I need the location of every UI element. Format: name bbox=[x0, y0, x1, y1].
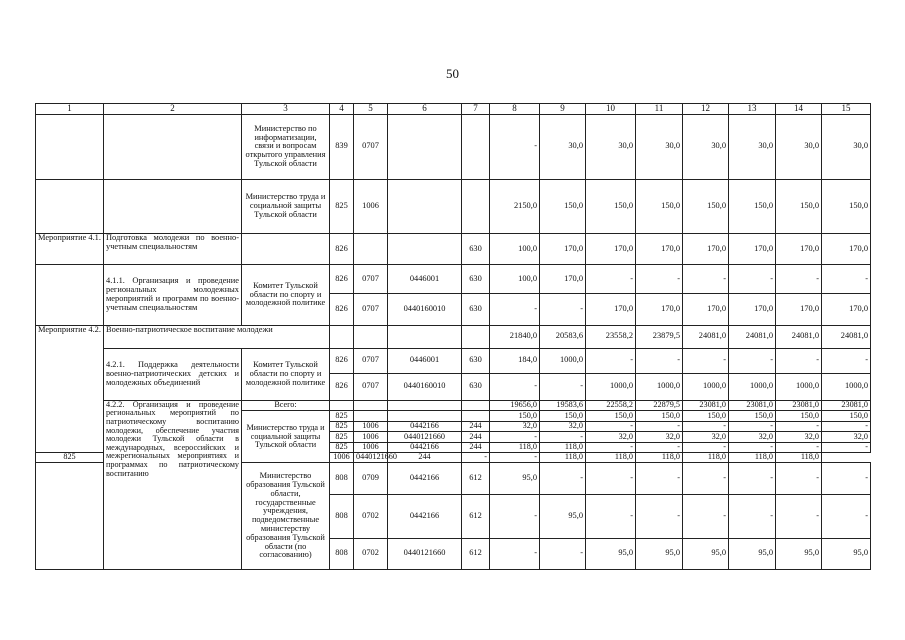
table-cell: 630 bbox=[462, 265, 490, 294]
table-cell: - bbox=[636, 463, 683, 494]
table-cell: 0442166 bbox=[388, 463, 462, 494]
table-cell: 826 bbox=[330, 348, 354, 373]
table-cell: - bbox=[729, 348, 776, 373]
table-cell: 825 bbox=[36, 453, 104, 463]
table-cell: 100,0 bbox=[490, 265, 540, 294]
table-cell: - bbox=[462, 453, 490, 463]
table-cell: 23558,2 bbox=[586, 325, 636, 348]
table-cell: - bbox=[490, 432, 540, 442]
table-row bbox=[36, 114, 871, 179]
table-cell: 244 bbox=[462, 421, 490, 431]
table-cell: - bbox=[586, 463, 636, 494]
column-header: 1 bbox=[36, 104, 104, 115]
table-cell: 0440121660 bbox=[354, 453, 388, 463]
table-cell: 244 bbox=[462, 432, 490, 442]
table-cell: 30,0 bbox=[776, 114, 822, 179]
activity-label: Мероприятие 4.2. bbox=[36, 325, 104, 452]
table-cell: - bbox=[729, 494, 776, 538]
table-cell: 825 bbox=[330, 411, 354, 421]
department-cell: Министерство труда и социальной защиты Тульской области bbox=[242, 179, 330, 233]
table-cell: 30,0 bbox=[540, 114, 586, 179]
column-header: 11 bbox=[636, 104, 683, 115]
table-cell: 170,0 bbox=[776, 294, 822, 325]
column-header: 2 bbox=[104, 104, 242, 115]
table-cell: 826 bbox=[330, 233, 354, 264]
table-cell: 22879,5 bbox=[636, 400, 683, 410]
activity-row bbox=[36, 325, 871, 348]
table-cell: 95,0 bbox=[540, 494, 586, 538]
table-cell: - bbox=[586, 442, 636, 452]
table-cell: 1006 bbox=[330, 453, 354, 463]
column-header: 15 bbox=[822, 104, 871, 115]
table-cell: - bbox=[776, 348, 822, 373]
table-cell: 0707 bbox=[354, 373, 388, 400]
subactivity-name: 4.2.2. Организация и проведение региональных мероприятий по патриотическому воспитанию молодежи, обеспечение участия молодежи Тульской области в международных, всероссийских и межрегиональных мероприятиях и программах по патриотическому воспитанию bbox=[104, 400, 242, 569]
table-cell: - bbox=[822, 421, 871, 431]
table-cell bbox=[354, 233, 388, 264]
column-header: 8 bbox=[490, 104, 540, 115]
total-label: Всего: bbox=[242, 400, 330, 410]
table-cell: 24081,0 bbox=[683, 325, 729, 348]
table-cell: 825 bbox=[330, 421, 354, 431]
table-cell: 170,0 bbox=[586, 233, 636, 264]
table-cell: - bbox=[490, 453, 540, 463]
subactivity-name: 4.2.1. Поддержка деятельности военно-патриотических детских и молодежных объединений bbox=[104, 348, 242, 400]
table-cell bbox=[36, 179, 104, 233]
table-cell: 0442166 bbox=[388, 421, 462, 431]
table-cell: - bbox=[776, 442, 822, 452]
table-cell: - bbox=[822, 265, 871, 294]
table-cell bbox=[462, 400, 490, 410]
table-row bbox=[36, 265, 871, 294]
table-cell: 150,0 bbox=[636, 411, 683, 421]
table-cell: - bbox=[540, 463, 586, 494]
table-cell bbox=[388, 411, 462, 421]
column-header: 7 bbox=[462, 104, 490, 115]
table-cell: 0440121660 bbox=[388, 432, 462, 442]
department-cell: Министерство труда и социальной защиты Тульской области bbox=[242, 411, 330, 463]
table-cell: - bbox=[540, 373, 586, 400]
table-cell: - bbox=[636, 494, 683, 538]
table-cell: 170,0 bbox=[636, 233, 683, 264]
column-header: 10 bbox=[586, 104, 636, 115]
table-cell: 612 bbox=[462, 463, 490, 494]
table-cell bbox=[330, 400, 354, 410]
activity-name: Подготовка молодежи по военно-учетным специальностям bbox=[104, 233, 242, 264]
table-cell: 170,0 bbox=[586, 294, 636, 325]
table-cell: 150,0 bbox=[490, 411, 540, 421]
table-cell: 150,0 bbox=[776, 411, 822, 421]
table-cell: - bbox=[683, 421, 729, 431]
table-cell: 30,0 bbox=[636, 114, 683, 179]
table-cell: 23081,0 bbox=[729, 400, 776, 410]
table-cell: 825 bbox=[330, 442, 354, 452]
page-number: 50 bbox=[446, 66, 459, 81]
table-cell: 19583,6 bbox=[540, 400, 586, 410]
table-cell: 22558,2 bbox=[586, 400, 636, 410]
table-cell: - bbox=[636, 265, 683, 294]
table-cell: - bbox=[540, 538, 586, 569]
table-cell: 1006 bbox=[354, 179, 388, 233]
column-header: 12 bbox=[683, 104, 729, 115]
table-cell: 118,0 bbox=[540, 442, 586, 452]
table-cell: 1000,0 bbox=[586, 373, 636, 400]
table-cell: 95,0 bbox=[636, 538, 683, 569]
table-cell: 1000,0 bbox=[540, 348, 586, 373]
table-cell: 170,0 bbox=[776, 233, 822, 264]
table-cell: 1006 bbox=[354, 421, 388, 431]
table-cell: - bbox=[586, 421, 636, 431]
table-cell: 1000,0 bbox=[822, 373, 871, 400]
table-cell bbox=[388, 400, 462, 410]
table-cell: 0707 bbox=[354, 294, 388, 325]
table-cell: 808 bbox=[330, 494, 354, 538]
column-header: 13 bbox=[729, 104, 776, 115]
table-cell bbox=[388, 179, 462, 233]
activity-label: Мероприятие 4.1. bbox=[36, 233, 104, 264]
table-cell bbox=[36, 463, 104, 570]
column-header: 14 bbox=[776, 104, 822, 115]
table-cell: 0442166 bbox=[388, 442, 462, 452]
table-cell: 30,0 bbox=[729, 114, 776, 179]
table-cell: 630 bbox=[462, 233, 490, 264]
table-cell bbox=[388, 233, 462, 264]
table-cell bbox=[36, 114, 104, 179]
table-cell bbox=[354, 400, 388, 410]
table-cell: 244 bbox=[388, 453, 462, 463]
table-cell: 30,0 bbox=[586, 114, 636, 179]
table-cell: 118,0 bbox=[540, 453, 586, 463]
table-cell: 32,0 bbox=[490, 421, 540, 431]
table-cell: 0440160010 bbox=[388, 294, 462, 325]
table-cell: 150,0 bbox=[540, 179, 586, 233]
table-cell: - bbox=[683, 348, 729, 373]
table-cell: 0707 bbox=[354, 348, 388, 373]
table-cell bbox=[462, 325, 490, 348]
table-cell: 630 bbox=[462, 373, 490, 400]
table-cell: 95,0 bbox=[586, 538, 636, 569]
table-cell: - bbox=[636, 348, 683, 373]
table-cell bbox=[462, 179, 490, 233]
table-cell: - bbox=[490, 114, 540, 179]
table-cell bbox=[354, 325, 388, 348]
table-cell: - bbox=[729, 421, 776, 431]
table-cell bbox=[36, 265, 104, 326]
table-cell: - bbox=[636, 421, 683, 431]
table-cell: 170,0 bbox=[822, 294, 871, 325]
table-cell: - bbox=[540, 294, 586, 325]
column-header: 3 bbox=[242, 104, 330, 115]
table-cell: - bbox=[540, 432, 586, 442]
table-cell: 0702 bbox=[354, 494, 388, 538]
subactivity-name: 4.1.1. Организация и проведение региональных молодежных мероприятий и программ по военно-учетным специальностям bbox=[104, 265, 242, 326]
table-cell: 150,0 bbox=[586, 179, 636, 233]
table-cell: 32,0 bbox=[586, 432, 636, 442]
department-cell: Министерство по информатизации, связи и вопросам открытого управления Тульской области bbox=[242, 114, 330, 179]
table-cell: 612 bbox=[462, 494, 490, 538]
column-header: 6 bbox=[388, 104, 462, 115]
table-cell: - bbox=[586, 265, 636, 294]
column-header: 4 bbox=[330, 104, 354, 115]
table-cell: 24081,0 bbox=[729, 325, 776, 348]
table-cell: 170,0 bbox=[822, 233, 871, 264]
table-cell: - bbox=[822, 348, 871, 373]
table-cell: 0440121660 bbox=[388, 538, 462, 569]
table-cell: 23081,0 bbox=[683, 400, 729, 410]
table-cell: 630 bbox=[462, 294, 490, 325]
table-cell: 32,0 bbox=[540, 421, 586, 431]
table-cell: 32,0 bbox=[776, 432, 822, 442]
table-cell: 170,0 bbox=[683, 294, 729, 325]
department-cell: Министерство образования Тульской области, государственные учреждения, подведомственные министерству образования Тульской области (по согласованию) bbox=[242, 463, 330, 570]
table-cell: 0446001 bbox=[388, 265, 462, 294]
table-cell: 150,0 bbox=[636, 179, 683, 233]
table-cell: 24081,0 bbox=[822, 325, 871, 348]
table-cell: 170,0 bbox=[729, 233, 776, 264]
table-cell: 95,0 bbox=[729, 538, 776, 569]
table-cell: 612 bbox=[462, 538, 490, 569]
table-cell: 170,0 bbox=[683, 233, 729, 264]
table-cell: 826 bbox=[330, 373, 354, 400]
table-cell: - bbox=[586, 494, 636, 538]
table-cell: 826 bbox=[330, 294, 354, 325]
table-cell: 0442166 bbox=[388, 494, 462, 538]
table-cell: 150,0 bbox=[540, 411, 586, 421]
table-cell: 0446001 bbox=[388, 348, 462, 373]
table-cell: - bbox=[729, 463, 776, 494]
column-header: 9 bbox=[540, 104, 586, 115]
table-cell: 30,0 bbox=[683, 114, 729, 179]
activity-row bbox=[36, 233, 871, 264]
department-cell: Комитет Тульской области по спорту и молодежной политике bbox=[242, 348, 330, 400]
table-cell: 118,0 bbox=[683, 453, 729, 463]
table-cell: 0707 bbox=[354, 265, 388, 294]
table-cell: 32,0 bbox=[636, 432, 683, 442]
table-cell: 170,0 bbox=[636, 294, 683, 325]
table-cell: - bbox=[776, 463, 822, 494]
table-cell: - bbox=[822, 442, 871, 452]
table-cell: 244 bbox=[462, 442, 490, 452]
table-cell: 30,0 bbox=[822, 114, 871, 179]
budget-table bbox=[35, 103, 871, 570]
table-row bbox=[36, 348, 871, 373]
table-cell bbox=[104, 179, 242, 233]
table-cell: 118,0 bbox=[729, 453, 776, 463]
table-cell: 826 bbox=[330, 265, 354, 294]
table-cell: 150,0 bbox=[776, 179, 822, 233]
table-cell: 95,0 bbox=[776, 538, 822, 569]
table-cell: 0709 bbox=[354, 463, 388, 494]
table-cell: 23081,0 bbox=[776, 400, 822, 410]
table-cell: - bbox=[683, 442, 729, 452]
table-cell: - bbox=[729, 265, 776, 294]
table-cell: 0707 bbox=[354, 114, 388, 179]
table-cell: - bbox=[683, 265, 729, 294]
table-cell bbox=[104, 114, 242, 179]
table-cell: 170,0 bbox=[729, 294, 776, 325]
table-cell bbox=[462, 114, 490, 179]
table-cell bbox=[388, 114, 462, 179]
department-cell: Комитет Тульской области по спорту и молодежной политике bbox=[242, 265, 330, 326]
activity-name: Военно-патриотическое воспитание молодежи bbox=[104, 325, 330, 348]
table-cell: - bbox=[683, 463, 729, 494]
table-row bbox=[36, 179, 871, 233]
table-cell: 0702 bbox=[354, 538, 388, 569]
table-cell: - bbox=[776, 265, 822, 294]
table-cell: - bbox=[776, 494, 822, 538]
table-cell bbox=[462, 411, 490, 421]
table-row bbox=[36, 400, 871, 410]
table-cell: 21840,0 bbox=[490, 325, 540, 348]
table-cell: - bbox=[490, 294, 540, 325]
table-cell: - bbox=[490, 494, 540, 538]
table-cell: 150,0 bbox=[729, 411, 776, 421]
table-cell: 32,0 bbox=[729, 432, 776, 442]
table-cell: 23081,0 bbox=[822, 400, 871, 410]
table-cell: 2150,0 bbox=[490, 179, 540, 233]
table-cell: 1000,0 bbox=[776, 373, 822, 400]
table-cell: 23879,5 bbox=[636, 325, 683, 348]
table-cell: 118,0 bbox=[636, 453, 683, 463]
table-cell: 170,0 bbox=[540, 265, 586, 294]
table-cell: 184,0 bbox=[490, 348, 540, 373]
table-cell: 32,0 bbox=[683, 432, 729, 442]
table-cell: 630 bbox=[462, 348, 490, 373]
column-header: 5 bbox=[354, 104, 388, 115]
table-cell: 118,0 bbox=[586, 453, 636, 463]
table-cell: 1006 bbox=[354, 442, 388, 452]
table-cell: 170,0 bbox=[540, 233, 586, 264]
table-cell: 0440160010 bbox=[388, 373, 462, 400]
table-cell: - bbox=[822, 463, 871, 494]
table-cell: - bbox=[822, 494, 871, 538]
table-cell: 20583,6 bbox=[540, 325, 586, 348]
table-cell: - bbox=[683, 494, 729, 538]
table-cell: 100,0 bbox=[490, 233, 540, 264]
table-cell: - bbox=[636, 442, 683, 452]
table-cell: 1000,0 bbox=[636, 373, 683, 400]
table-cell: 150,0 bbox=[586, 411, 636, 421]
table-cell: - bbox=[490, 538, 540, 569]
table-cell: 118,0 bbox=[490, 442, 540, 452]
table-cell: 150,0 bbox=[683, 411, 729, 421]
table-cell: 19656,0 bbox=[490, 400, 540, 410]
table-cell: 839 bbox=[330, 114, 354, 179]
table-cell: 1000,0 bbox=[683, 373, 729, 400]
table-cell: 825 bbox=[330, 179, 354, 233]
table-cell: 150,0 bbox=[683, 179, 729, 233]
table-cell: - bbox=[490, 373, 540, 400]
table-cell: 32,0 bbox=[822, 432, 871, 442]
table-cell bbox=[242, 233, 330, 264]
table-cell bbox=[330, 325, 354, 348]
table-cell: 150,0 bbox=[822, 179, 871, 233]
table-cell: 808 bbox=[330, 463, 354, 494]
header-row bbox=[36, 104, 871, 115]
table-cell: 1000,0 bbox=[729, 373, 776, 400]
table-cell: 118,0 bbox=[776, 453, 822, 463]
table-cell: 24081,0 bbox=[776, 325, 822, 348]
table-cell: 95,0 bbox=[683, 538, 729, 569]
table-cell: - bbox=[586, 348, 636, 373]
table-cell: 150,0 bbox=[729, 179, 776, 233]
table-cell: - bbox=[729, 442, 776, 452]
table-cell: 1006 bbox=[354, 432, 388, 442]
table-cell: 150,0 bbox=[822, 411, 871, 421]
table-cell: 95,0 bbox=[822, 538, 871, 569]
table-cell bbox=[354, 411, 388, 421]
table-cell bbox=[388, 325, 462, 348]
table-cell: 808 bbox=[330, 538, 354, 569]
table-cell: - bbox=[776, 421, 822, 431]
table-cell: 95,0 bbox=[490, 463, 540, 494]
table-cell: 825 bbox=[330, 432, 354, 442]
